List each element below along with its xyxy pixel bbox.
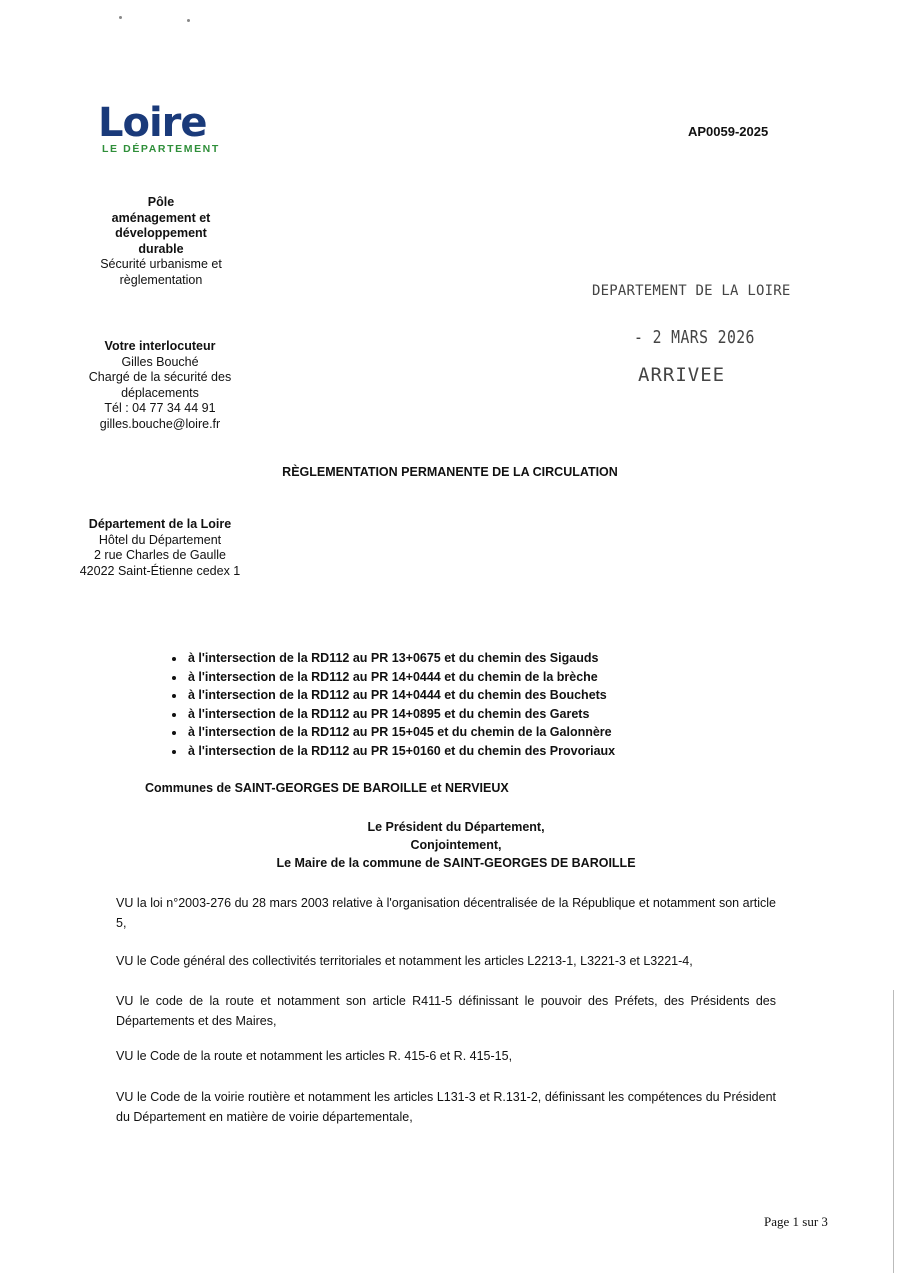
pole-title-line: Pôle (147, 195, 175, 209)
logo-subtitle: LE DÉPARTEMENT (102, 143, 220, 155)
communes-line: Communes de SAINT-GEORGES DE BAROILLE et NERVIEUX (145, 781, 509, 795)
contact-role-line: déplacements (121, 385, 199, 400)
address-line: 42022 Saint-Étienne cedex 1 (79, 563, 241, 578)
address-block (70, 517, 250, 579)
stamp-date: - 2 MARS 2026 (634, 327, 755, 348)
scan-speck (187, 19, 190, 22)
consideration-paragraph: VU le Code de la voirie routière et notamment les articles L131-3 et R.131-2, définissant les compétences du Président du Département en matière de voirie départementale, (116, 1090, 776, 1124)
consideration-paragraph: VU le Code général des collectivités territoriales et notamment les articles L2213-1, L3221-3 et L3221-4, (116, 954, 693, 968)
address-line: 2 rue Charles de Gaulle (93, 548, 227, 563)
contact-phone: Tél : 04 77 34 44 91 (104, 401, 216, 416)
pole-block (80, 195, 242, 289)
consideration-paragraph: VU le Code de la route et notamment les articles R. 415-6 et R. 415-15, (116, 1049, 513, 1063)
service-line: Sécurité urbanisme et (100, 257, 222, 272)
scan-edge-line (893, 990, 894, 1273)
authority-block (0, 818, 900, 872)
contact-label: Votre interlocuteur (104, 339, 216, 353)
stamp-department: DEPARTEMENT DE LA LOIRE (592, 283, 791, 299)
stamp-status: ARRIVEE (638, 364, 726, 386)
list-item: • à l'intersection de la RD112 au PR 14+0444 et du chemin de la brèche (186, 668, 615, 687)
consideration-paragraph: VU le code de la route et notamment son article R411-5 définissant le pouvoir des Préfets, des Présidents des Départements et des Maires, (116, 994, 776, 1028)
list-item: • à l'intersection de la RD112 au PR 15+045 et du chemin de la Galonnère (186, 723, 615, 742)
address-name: Département de la Loire (88, 517, 232, 531)
page-number: Page 1 sur 3 (764, 1214, 828, 1229)
list-item: • à l'intersection de la RD112 au PR 13+0675 et du chemin des Sigauds (186, 649, 615, 668)
contact-role-line: Chargé de la sécurité des (88, 370, 232, 385)
address-line: Hôtel du Département (98, 532, 222, 547)
consideration-paragraph: VU la loi n°2003-276 du 28 mars 2003 relative à l'organisation décentralisée de la République et notamment son article 5, (116, 896, 776, 930)
list-item: • à l'intersection de la RD112 au PR 14+0895 et du chemin des Garets (186, 705, 615, 724)
pole-title-line: développement (115, 226, 207, 241)
list-item: • à l'intersection de la RD112 au PR 15+0160 et du chemin des Provoriaux (186, 742, 615, 761)
contact-email[interactable]: gilles.bouche@loire.fr (99, 416, 221, 431)
authority-line: Conjointement, (410, 838, 502, 852)
logo-wordmark: Loire (98, 100, 207, 146)
contact-block (70, 339, 250, 433)
scan-speck (119, 16, 122, 19)
pole-title-line: durable (138, 241, 184, 256)
authority-line: Le Maire de la commune de SAINT-GEORGES DE BAROILLE (276, 856, 636, 870)
intersection-list (170, 649, 615, 761)
pole-title-line: aménagement et (111, 210, 211, 225)
document-heading: RÈGLEMENTATION PERMANENTE DE LA CIRCULATION (282, 465, 618, 479)
list-item: • à l'intersection de la RD112 au PR 14+0444 et du chemin des Bouchets (186, 686, 615, 705)
authority-line: Le Président du Département, (367, 820, 545, 834)
contact-name: Gilles Bouché (121, 354, 199, 369)
service-line: règlementation (119, 272, 203, 287)
document-reference: AP0059-2025 (688, 124, 769, 139)
